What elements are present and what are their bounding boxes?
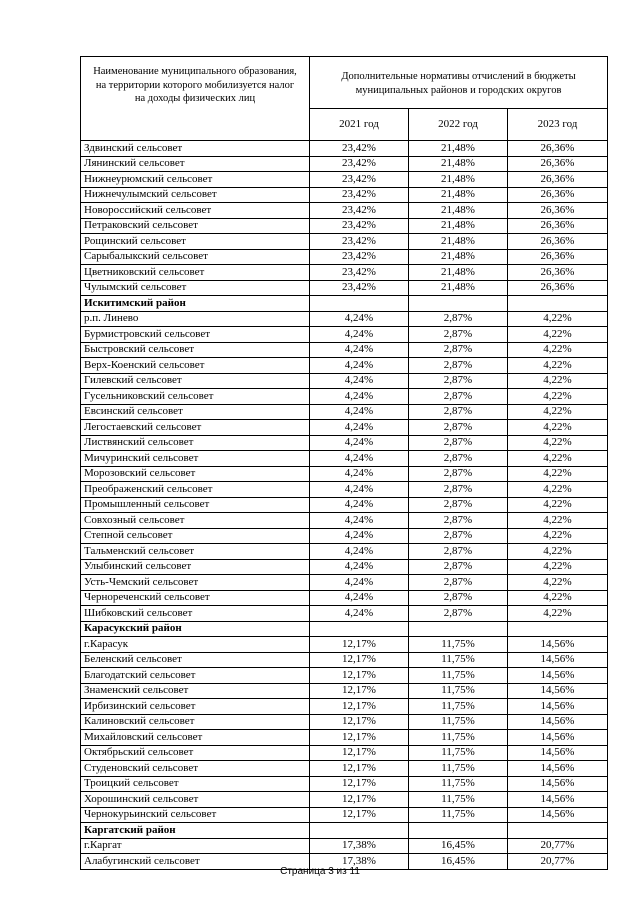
- value-cell: 2,87%: [409, 311, 508, 327]
- table-row: [81, 265, 608, 281]
- value-cell: 23,42%: [310, 141, 409, 157]
- value-cell: 2,87%: [409, 342, 508, 358]
- value-cell: 4,24%: [310, 373, 409, 389]
- municipality-name: Нижнечулымский сельсовет: [81, 187, 310, 203]
- value-cell: 14,56%: [508, 637, 608, 653]
- value-cell: [508, 823, 608, 839]
- table-row: [81, 559, 608, 575]
- value-cell: 2,87%: [409, 559, 508, 575]
- value-cell: 2,87%: [409, 358, 508, 374]
- value-cell: 12,17%: [310, 652, 409, 668]
- value-cell: 26,36%: [508, 172, 608, 188]
- value-cell: [310, 823, 409, 839]
- municipality-name: Легостаевский сельсовет: [81, 420, 310, 436]
- table-row: [81, 730, 608, 746]
- value-cell: 11,75%: [409, 776, 508, 792]
- table-row: [81, 451, 608, 467]
- municipality-name: Сарыбалыкский сельсовет: [81, 249, 310, 265]
- value-cell: 4,24%: [310, 575, 409, 591]
- value-cell: 4,24%: [310, 590, 409, 606]
- value-cell: 4,24%: [310, 404, 409, 420]
- table-row: [81, 652, 608, 668]
- municipality-name: Октябрьский сельсовет: [81, 745, 310, 761]
- value-cell: 14,56%: [508, 714, 608, 730]
- municipality-name: Цветниковский сельсовет: [81, 265, 310, 281]
- value-cell: 4,24%: [310, 389, 409, 405]
- municipality-name: Совхозный сельсовет: [81, 513, 310, 529]
- value-cell: 2,87%: [409, 389, 508, 405]
- header-municipality: Наименование муниципального образования, на территории которого мобилизуется налог на доходы физических лиц: [81, 57, 310, 141]
- value-cell: 4,24%: [310, 435, 409, 451]
- value-cell: 21,48%: [409, 187, 508, 203]
- value-cell: 2,87%: [409, 373, 508, 389]
- value-cell: 11,75%: [409, 683, 508, 699]
- value-cell: 2,87%: [409, 435, 508, 451]
- value-cell: 20,77%: [508, 854, 608, 870]
- table-row: [81, 203, 608, 219]
- table-row: [81, 358, 608, 374]
- value-cell: 4,24%: [310, 482, 409, 498]
- value-cell: 4,24%: [310, 466, 409, 482]
- municipality-name: Благодатский сельсовет: [81, 668, 310, 684]
- municipality-name: Нижнеурюмский сельсовет: [81, 172, 310, 188]
- district-row: [81, 621, 608, 637]
- municipality-name: Ирбизинский сельсовет: [81, 699, 310, 715]
- value-cell: 4,22%: [508, 544, 608, 560]
- district-row: [81, 823, 608, 839]
- value-cell: 14,56%: [508, 730, 608, 746]
- value-cell: 14,56%: [508, 652, 608, 668]
- municipality-name: г.Каргат: [81, 838, 310, 854]
- municipality-name: Верх-Коенский сельсовет: [81, 358, 310, 374]
- value-cell: 17,38%: [310, 838, 409, 854]
- value-cell: [310, 296, 409, 312]
- value-cell: 4,22%: [508, 327, 608, 343]
- value-cell: 21,48%: [409, 249, 508, 265]
- municipality-name: Знаменский сельсовет: [81, 683, 310, 699]
- value-cell: 23,42%: [310, 172, 409, 188]
- value-cell: 4,22%: [508, 482, 608, 498]
- value-cell: 4,22%: [508, 528, 608, 544]
- value-cell: [409, 296, 508, 312]
- value-cell: 23,42%: [310, 265, 409, 281]
- table-row: [81, 776, 608, 792]
- municipality-name: р.п. Линево: [81, 311, 310, 327]
- allocation-table: [80, 56, 608, 870]
- value-cell: 14,56%: [508, 683, 608, 699]
- value-cell: 26,36%: [508, 265, 608, 281]
- value-cell: 2,87%: [409, 327, 508, 343]
- municipality-name: Калиновский сельсовет: [81, 714, 310, 730]
- value-cell: 2,87%: [409, 404, 508, 420]
- municipality-name: Михайловский сельсовет: [81, 730, 310, 746]
- header-year-2023: 2023 год: [508, 108, 608, 140]
- value-cell: 4,22%: [508, 559, 608, 575]
- municipality-name: Рощинский сельсовет: [81, 234, 310, 250]
- value-cell: 4,22%: [508, 358, 608, 374]
- district-row: [81, 296, 608, 312]
- header-year-2021: 2021 год: [310, 108, 409, 140]
- value-cell: 2,87%: [409, 528, 508, 544]
- table-row: [81, 544, 608, 560]
- value-cell: 4,22%: [508, 373, 608, 389]
- table-row: [81, 311, 608, 327]
- value-cell: 12,17%: [310, 776, 409, 792]
- municipality-name: Алабугинский сельсовет: [81, 854, 310, 870]
- value-cell: 26,36%: [508, 280, 608, 296]
- header-year-2022: 2022 год: [409, 108, 508, 140]
- table-row: [81, 249, 608, 265]
- municipality-name: Мичуринский сельсовет: [81, 451, 310, 467]
- table-row: [81, 482, 608, 498]
- table-row: [81, 389, 608, 405]
- table-row: [81, 528, 608, 544]
- value-cell: 12,17%: [310, 807, 409, 823]
- table-row: [81, 683, 608, 699]
- municipality-name: Лянинский сельсовет: [81, 156, 310, 172]
- municipality-name: Петраковский сельсовет: [81, 218, 310, 234]
- value-cell: 2,87%: [409, 497, 508, 513]
- value-cell: 4,24%: [310, 606, 409, 622]
- value-cell: 4,24%: [310, 528, 409, 544]
- value-cell: 4,22%: [508, 497, 608, 513]
- value-cell: 26,36%: [508, 141, 608, 157]
- district-name: Искитимский район: [81, 296, 310, 312]
- municipality-name: Чернореченский сельсовет: [81, 590, 310, 606]
- value-cell: 23,42%: [310, 234, 409, 250]
- value-cell: 21,48%: [409, 203, 508, 219]
- table-row: [81, 838, 608, 854]
- municipality-name: Усть-Чемский сельсовет: [81, 575, 310, 591]
- table-row: [81, 280, 608, 296]
- table-row: [81, 761, 608, 777]
- value-cell: 21,48%: [409, 172, 508, 188]
- value-cell: 14,56%: [508, 745, 608, 761]
- table-row: [81, 327, 608, 343]
- value-cell: 11,75%: [409, 668, 508, 684]
- value-cell: 26,36%: [508, 234, 608, 250]
- table-row: [81, 156, 608, 172]
- header-row: [81, 57, 608, 109]
- value-cell: 4,24%: [310, 342, 409, 358]
- value-cell: 23,42%: [310, 280, 409, 296]
- value-cell: 12,17%: [310, 699, 409, 715]
- municipality-name: Гилевский сельсовет: [81, 373, 310, 389]
- value-cell: 4,24%: [310, 513, 409, 529]
- value-cell: 11,75%: [409, 807, 508, 823]
- table-row: [81, 745, 608, 761]
- table-row: [81, 637, 608, 653]
- municipality-name: Беленский сельсовет: [81, 652, 310, 668]
- value-cell: 26,36%: [508, 156, 608, 172]
- value-cell: 2,87%: [409, 420, 508, 436]
- value-cell: 17,38%: [310, 854, 409, 870]
- value-cell: 11,75%: [409, 761, 508, 777]
- value-cell: 2,87%: [409, 513, 508, 529]
- value-cell: 4,24%: [310, 559, 409, 575]
- value-cell: 2,87%: [409, 544, 508, 560]
- table-row: [81, 497, 608, 513]
- table-row: [81, 420, 608, 436]
- municipality-name: Бурмистровский сельсовет: [81, 327, 310, 343]
- municipality-name: Гусельниковский сельсовет: [81, 389, 310, 405]
- municipality-name: Степной сельсовет: [81, 528, 310, 544]
- value-cell: [409, 823, 508, 839]
- value-cell: 4,24%: [310, 358, 409, 374]
- value-cell: 21,48%: [409, 156, 508, 172]
- value-cell: 11,75%: [409, 637, 508, 653]
- value-cell: 14,56%: [508, 699, 608, 715]
- value-cell: 4,24%: [310, 327, 409, 343]
- value-cell: 4,22%: [508, 420, 608, 436]
- table-row: [81, 513, 608, 529]
- value-cell: 14,56%: [508, 761, 608, 777]
- value-cell: 16,45%: [409, 838, 508, 854]
- value-cell: 23,42%: [310, 203, 409, 219]
- value-cell: [409, 621, 508, 637]
- table-row: [81, 435, 608, 451]
- header-normatives: Дополнительные нормативы отчислений в бюджеты муниципальных районов и городских округов: [310, 57, 608, 109]
- value-cell: 26,36%: [508, 249, 608, 265]
- table-row: [81, 218, 608, 234]
- value-cell: 12,17%: [310, 730, 409, 746]
- value-cell: 14,56%: [508, 776, 608, 792]
- value-cell: 4,24%: [310, 451, 409, 467]
- table-row: [81, 342, 608, 358]
- value-cell: 14,56%: [508, 792, 608, 808]
- table-row: [81, 141, 608, 157]
- value-cell: 4,22%: [508, 451, 608, 467]
- district-name: Каргатский район: [81, 823, 310, 839]
- municipality-name: Листвянский сельсовет: [81, 435, 310, 451]
- value-cell: 12,17%: [310, 714, 409, 730]
- value-cell: [508, 621, 608, 637]
- value-cell: 2,87%: [409, 606, 508, 622]
- table-row: [81, 606, 608, 622]
- municipality-name: Хорошинский сельсовет: [81, 792, 310, 808]
- table-row: [81, 172, 608, 188]
- value-cell: 26,36%: [508, 203, 608, 219]
- value-cell: 26,36%: [508, 187, 608, 203]
- table-row: [81, 373, 608, 389]
- value-cell: 20,77%: [508, 838, 608, 854]
- value-cell: 12,17%: [310, 683, 409, 699]
- municipality-name: Промышленный сельсовет: [81, 497, 310, 513]
- value-cell: 2,87%: [409, 482, 508, 498]
- municipality-name: Шибковский сельсовет: [81, 606, 310, 622]
- value-cell: 11,75%: [409, 745, 508, 761]
- value-cell: 2,87%: [409, 590, 508, 606]
- value-cell: 14,56%: [508, 807, 608, 823]
- page-number: Страница 3 из 11: [280, 866, 360, 877]
- value-cell: 2,87%: [409, 466, 508, 482]
- value-cell: 14,56%: [508, 668, 608, 684]
- municipality-name: Тальменский сельсовет: [81, 544, 310, 560]
- value-cell: 21,48%: [409, 141, 508, 157]
- value-cell: 12,17%: [310, 637, 409, 653]
- table-row: [81, 699, 608, 715]
- value-cell: 11,75%: [409, 714, 508, 730]
- value-cell: 4,22%: [508, 606, 608, 622]
- table-row: [81, 590, 608, 606]
- value-cell: 11,75%: [409, 792, 508, 808]
- value-cell: 12,17%: [310, 668, 409, 684]
- value-cell: 4,24%: [310, 311, 409, 327]
- value-cell: 11,75%: [409, 652, 508, 668]
- table-row: [81, 792, 608, 808]
- value-cell: [508, 296, 608, 312]
- municipality-name: Морозовский сельсовет: [81, 466, 310, 482]
- value-cell: 21,48%: [409, 218, 508, 234]
- value-cell: 23,42%: [310, 249, 409, 265]
- value-cell: 12,17%: [310, 761, 409, 777]
- value-cell: 26,36%: [508, 218, 608, 234]
- table-row: [81, 714, 608, 730]
- municipality-name: Улыбинский сельсовет: [81, 559, 310, 575]
- value-cell: 16,45%: [409, 854, 508, 870]
- value-cell: 4,22%: [508, 590, 608, 606]
- municipality-name: г.Карасук: [81, 637, 310, 653]
- value-cell: 4,22%: [508, 389, 608, 405]
- municipality-name: Евсинский сельсовет: [81, 404, 310, 420]
- value-cell: 11,75%: [409, 699, 508, 715]
- table-row: [81, 404, 608, 420]
- value-cell: 21,48%: [409, 234, 508, 250]
- value-cell: 2,87%: [409, 451, 508, 467]
- value-cell: 4,24%: [310, 420, 409, 436]
- municipality-name: Чулымский сельсовет: [81, 280, 310, 296]
- value-cell: 4,22%: [508, 575, 608, 591]
- value-cell: 4,24%: [310, 544, 409, 560]
- table-row: [81, 466, 608, 482]
- value-cell: 4,22%: [508, 513, 608, 529]
- table-row: [81, 575, 608, 591]
- municipality-name: Студеновский сельсовет: [81, 761, 310, 777]
- value-cell: 23,42%: [310, 156, 409, 172]
- district-name: Карасукский район: [81, 621, 310, 637]
- value-cell: 2,87%: [409, 575, 508, 591]
- value-cell: 12,17%: [310, 792, 409, 808]
- value-cell: 21,48%: [409, 265, 508, 281]
- municipality-name: Троицкий сельсовет: [81, 776, 310, 792]
- municipality-name: Новороссийский сельсовет: [81, 203, 310, 219]
- municipality-name: Здвинский сельсовет: [81, 141, 310, 157]
- table-row: [81, 807, 608, 823]
- value-cell: 4,24%: [310, 497, 409, 513]
- municipality-name: Быстровский сельсовет: [81, 342, 310, 358]
- value-cell: 11,75%: [409, 730, 508, 746]
- value-cell: [310, 621, 409, 637]
- value-cell: 12,17%: [310, 745, 409, 761]
- value-cell: 21,48%: [409, 280, 508, 296]
- table-row: [81, 234, 608, 250]
- value-cell: 23,42%: [310, 187, 409, 203]
- table-row: [81, 187, 608, 203]
- table-row: [81, 668, 608, 684]
- value-cell: 4,22%: [508, 435, 608, 451]
- municipality-name: Чернокурьинский сельсовет: [81, 807, 310, 823]
- value-cell: 4,22%: [508, 342, 608, 358]
- value-cell: 4,22%: [508, 466, 608, 482]
- value-cell: 23,42%: [310, 218, 409, 234]
- value-cell: 4,22%: [508, 404, 608, 420]
- municipality-name: Преображенский сельсовет: [81, 482, 310, 498]
- value-cell: 4,22%: [508, 311, 608, 327]
